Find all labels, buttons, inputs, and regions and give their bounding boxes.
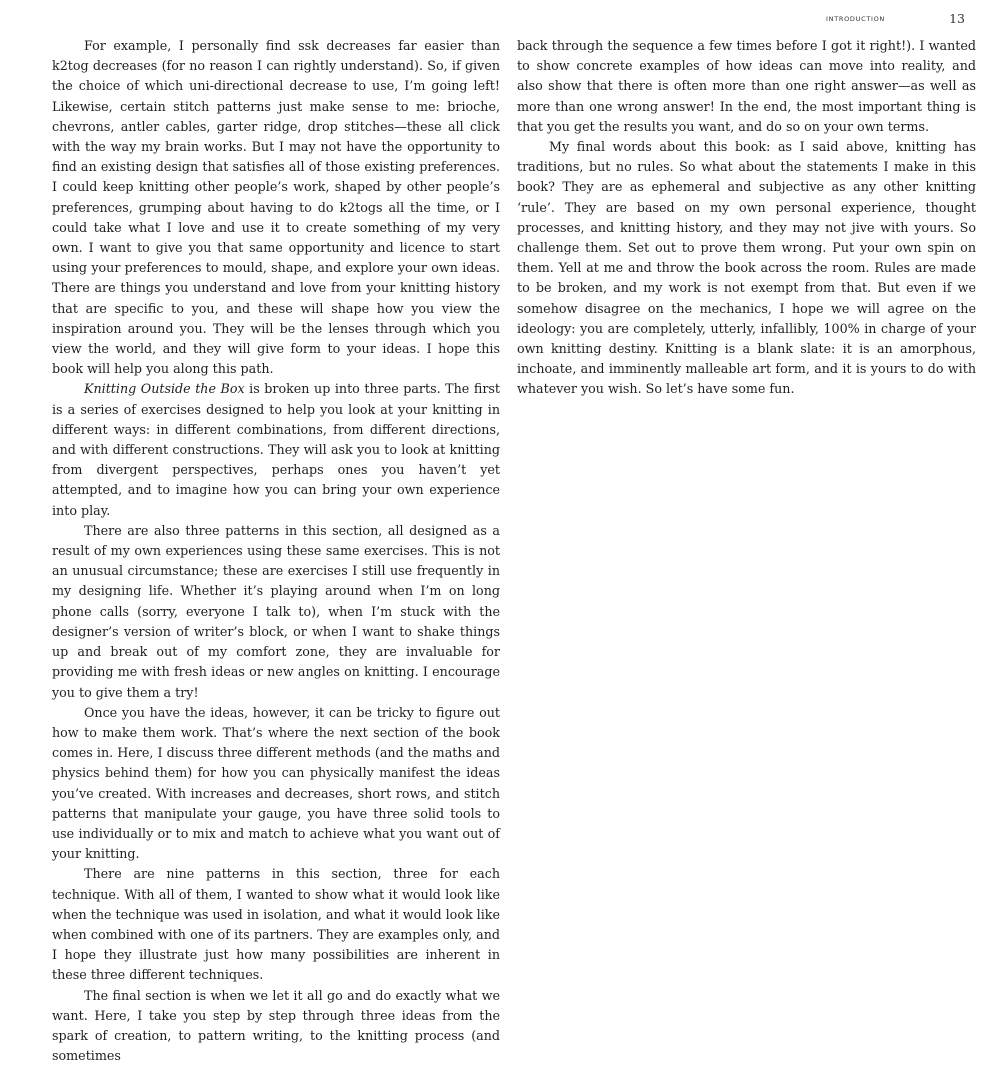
left-column (52, 36, 500, 1066)
section-label: INTRODUCTION (826, 15, 885, 23)
page-number: 13 (949, 11, 965, 26)
running-head (760, 11, 965, 27)
paragraph: My final words about this book: as I said above, knitting has traditions, but no rules. So what about the statements I make in this book? They are as ephemeral and subjective as any other knitting ‘rule’. They are based on my own personal experience, thought processes, and knitting history, and they may not jive with yours. So challenge them. Set out to prove them wrong. Put your own spin on them. Yell at me and throw the book across the room. Rules are made to be broken, and my work is not exempt from that. But even if we somehow disagree on the mechanics, I hope we will agree on the ideology: you are completely, utterly, infallibly, 100% in charge of your own knitting destiny. Knitting is a blank slate: it is an amorphous, inchoate, and imminently malleable art form, and it is yours to do with whatever you wish. So let’s have some fun. (517, 139, 976, 397)
paragraph: There are also three patterns in this section, all designed as a result of my own experiences using these same exercises. This is not an unusual circumstance; these are exercises I still use frequently in my designing life. Whether it’s playing around when I’m on long phone calls (sorry, everyone I talk to), when I’m stuck with the designer’s version of writer’s block, or when I want to shake things up and break out of my comfort zone, they are invaluable for providing me with fresh ideas or new angles on knitting. I encourage you to give them a try! (52, 522, 500, 700)
paragraph: Once you have the ideas, however, it can be tricky to figure out how to make them work. That’s where the next section of the book comes in. Here, I discuss three different methods (and the maths and physics behind them) for how you can physically manifest the ideas you’ve created. With increases and decreases, short rows, and stitch patterns that manipulate your gauge, you have three solid tools to use individually or to mix and match to achieve what you want out of your knitting. (52, 704, 500, 862)
paragraph: For example, I personally find ssk decreases far easier than k2tog decreases (for no reason I can rightly understand). So, if given the choice of which uni-directional decrease to use, I’m going left! Likewise, certain stitch patterns just make sense to me: brioche, chevrons, antler cables, garter ridge, drop stitches—these all click with the way my brain works. But I may not have the opportunity to find an existing design that satisfies all of those existing preferences. I could keep knitting other people’s work, shaped by other people’s preferences, grumping about having to do k2togs all the time, or I could take what I love and use it to create something of my very own. I want to give you that same opportunity and licence to start using your preferences to mould, shape, and explore your own ideas. There are things you understand and love from your knitting history that are specific to you, and these will shape how you view the inspiration around you. They will be the lenses through which you view the world, and they will give form to your ideas. I hope this book will help you along this path. (52, 38, 500, 377)
right-column (517, 36, 976, 400)
paragraph (52, 379, 500, 520)
paragraph: back through the sequence a few times before I got it right!). I wanted to show concrete examples of how ideas can move into reality, and also show that there is often more than one right answer—as well as more than one wrong answer! In the end, the most important thing is that you get the results you want, and do so on your own terms. (517, 38, 976, 134)
paragraph: There are nine patterns in this section, three for each technique. With all of them, I wanted to show what it would look like when the technique was used in isolation, and what it would look like when combined with one of its partners. They are examples only, and I hope they illustrate just how many possibilities are inherent in these three different techniques. (52, 866, 500, 983)
paragraph: The final section is when we let it all go and do exactly what we want. Here, I take you step by step through three ideas from the spark of creation, to pattern writing, to the knitting process (and sometimes (52, 987, 500, 1064)
paragraph-text: is broken up into three parts. The first is a series of exercises designed to help you look at your knitting in different ways: in different combinations, from different directions, and with different constructions. They will ask you to look at knitting from divergent perspectives, perhaps ones you haven’t yet attempted, and to imagine how you can bring your own experience into play. (52, 381, 500, 518)
book-title: Knitting Outside the Box (84, 381, 245, 397)
